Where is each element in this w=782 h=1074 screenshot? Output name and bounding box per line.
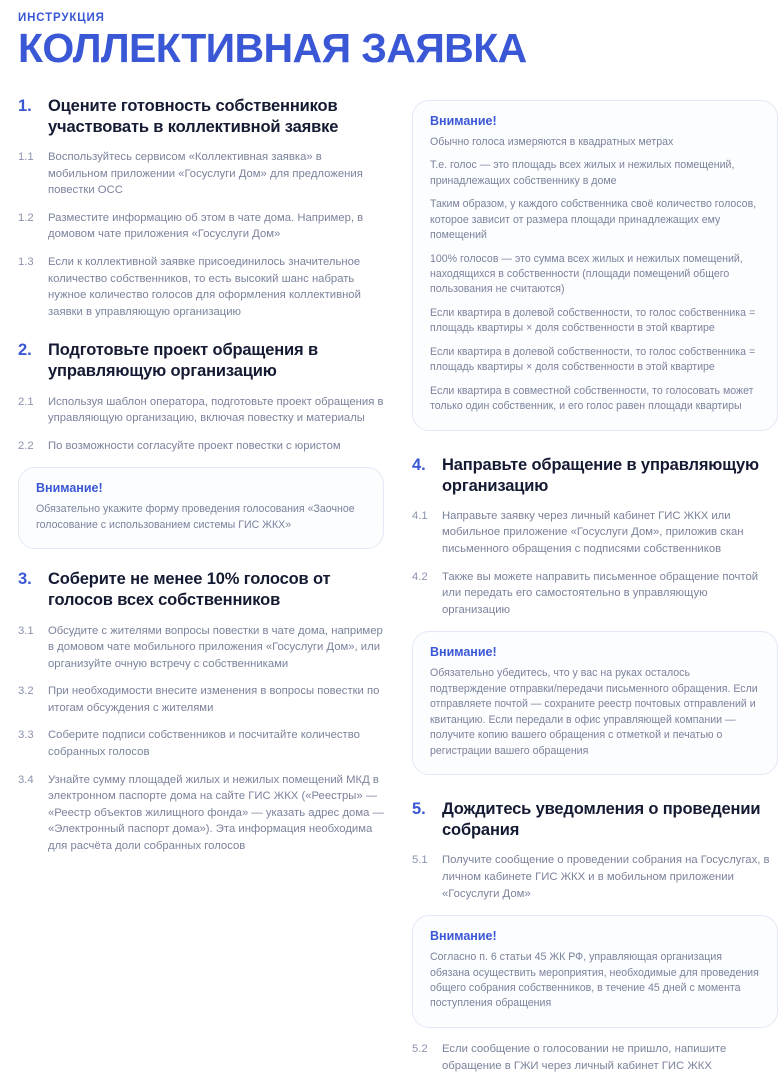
- item-number: 2.2: [18, 439, 34, 452]
- item-number: 1.1: [18, 151, 34, 164]
- section-4-number: 4.: [412, 455, 426, 474]
- item-number: 4.2: [412, 570, 428, 583]
- attention-box-title: Внимание!: [430, 929, 497, 944]
- item-number: 3.4: [18, 773, 34, 786]
- item-text: Обсудите с жителями вопросы повестки в чате дома, например в домовом чате мобильного приложения «Госуслуги Дом», или организуйте очную встречу с собственниками: [48, 624, 383, 670]
- list-item: [18, 149, 384, 199]
- attention-box-paragraph: Если квартира в совместной собственности, то голосовать может только один собственник, и его голос равен площади квартиры: [430, 384, 754, 413]
- list-item: [18, 623, 384, 673]
- section-4-header: [412, 455, 778, 497]
- list-item: [18, 210, 384, 243]
- item-number: 2.1: [18, 395, 34, 408]
- section-1-header: [18, 96, 384, 138]
- list-item: [412, 852, 778, 902]
- item-number: 5.2: [412, 1042, 428, 1055]
- item-text: При необходимости внесите изменения в вопросы повестки по итогам обсуждения с жителями: [48, 685, 380, 714]
- attention-box-paragraph: Таким образом, у каждого собственника своё количество голосов, которое зависит от размера площади принадлежащих ему помещений: [430, 198, 757, 242]
- item-text: Разместите информацию об этом в чате дома. Например, в домовом чате приложения «Госуслуги Дом»: [48, 211, 364, 241]
- eyebrow-label: ИНСТРУКЦИЯ: [18, 12, 105, 24]
- attention-box: [18, 467, 384, 549]
- attention-box-paragraph: Т.е. голос — это площадь всех жилых и нежилых помещений, принадлежащих собственнику в доме: [430, 159, 735, 187]
- list-item: [412, 569, 778, 619]
- section-4-title: Направьте обращение в управляющую организацию: [442, 455, 759, 495]
- section-2-header: [18, 340, 384, 382]
- item-text: По возможности согласуйте проект повестки с юристом: [48, 439, 341, 452]
- item-text: Также вы можете направить письменное обращение почтой или передать его самостоятельно в управляющую организацию: [442, 570, 759, 616]
- list-item: [18, 254, 384, 320]
- section-2-title: Подготовьте проект обращения в управляющую организацию: [48, 341, 318, 381]
- two-column-layout: [18, 96, 770, 1074]
- section-5: [412, 799, 778, 1074]
- section-3-header: [18, 569, 384, 611]
- item-number: 3.1: [18, 624, 34, 637]
- list-item: [18, 394, 384, 427]
- section-5-header: [412, 799, 778, 841]
- attention-box-paragraph: Согласно п. 6 статьи 45 ЖК РФ, управляющая организация обязана осуществить мероприятия, необходимые для проведения общего собрания собственников, в течение 45 дней с момента поступления обращения: [430, 951, 759, 1010]
- item-number: 1.3: [18, 256, 34, 268]
- item-number: 3.3: [18, 729, 34, 742]
- list-item: [412, 508, 778, 558]
- section-1-number: 1.: [18, 96, 32, 115]
- section-4: [412, 455, 778, 776]
- list-item: [18, 727, 384, 760]
- list-item: [18, 683, 384, 716]
- attention-box-title: Внимание!: [430, 113, 497, 128]
- attention-box: [412, 100, 778, 431]
- right-column: [412, 96, 778, 1074]
- item-text: Соберите подписи собственников и посчитайте количество собранных голосов: [48, 729, 360, 759]
- item-text: Получите сообщение о проведении собрания на Госуслугах, в личном кабинете ГИС ЖКХ и в мобильном приложении «Госуслуги Дом»: [442, 854, 770, 900]
- attention-box-paragraph: 100% голосов — это сумма всех жилых и нежилых помещений, находящихся в собственности (площади помещений общего пользования не считаются): [430, 252, 743, 296]
- section-2: [18, 340, 384, 549]
- item-number: 3.2: [18, 685, 34, 698]
- item-text: Воспользуйтесь сервисом «Коллективная заявка» в мобильном приложении «Госуслуги Дом» для предложения повестки ОСС: [48, 151, 363, 197]
- section-5-number: 5.: [412, 800, 426, 819]
- section-2-number: 2.: [18, 341, 32, 360]
- attention-box-paragraph: Если квартира в долевой собственности, то голос собственника = площадь квартиры × доля собственности в этой квартире: [430, 345, 756, 374]
- attention-box-title: Внимание!: [36, 481, 103, 496]
- item-text: Используя шаблон оператора, подготовьте проект обращения в управляющую организацию, включая повестку и материалы: [48, 395, 384, 425]
- section-1-title: Оцените готовность собственников участвовать в коллективной заявке: [48, 96, 339, 136]
- section-3-number: 3.: [18, 570, 32, 589]
- list-item: [18, 772, 384, 855]
- page-title: КОЛЛЕКТИВНАЯ ЗАЯВКА: [18, 25, 527, 71]
- item-number: 4.1: [412, 509, 428, 522]
- list-item: [412, 1041, 778, 1074]
- section-5-title: Дождитесь уведомления о проведении собрания: [442, 800, 761, 840]
- section-3: [18, 569, 384, 854]
- attention-box: [412, 915, 778, 1028]
- section-1: [18, 96, 384, 321]
- attention-box-paragraph: Обязательно убедитесь, что у вас на руках осталось подтверждение отправки/передачи письменного обращения. Если отправляете почтой — сохраните реестр почтовых отправлений и квитанцию. Если передали в офис управляющей компании — получите копию вашего обращения с отметкой и печатью о регистрации вашего обращения: [430, 667, 758, 757]
- attention-box: [412, 631, 778, 775]
- item-number: 5.1: [412, 854, 428, 867]
- item-text: Узнайте сумму площадей жилых и нежилых помещений МКД в электронном паспорте дома на сайте ГИС ЖКХ («Реестры» — «Реестр объектов жилищного фонда» — указать адрес дома — «Электронный паспорт дома»). Эта информация необходима для расчёта доли собранных голосов: [48, 773, 384, 853]
- left-column: [18, 96, 384, 855]
- item-text: Если к коллективной заявке присоединилось значительное количество собственников, то есть высокий шанс набрать нужное количество голосов для оформления коллективной заявки в управляющую организацию: [48, 256, 361, 318]
- list-item: [18, 438, 384, 455]
- section-3-title: Соберите не менее 10% голосов от голосов всех собственников: [48, 570, 331, 610]
- item-text: Если сообщение о голосовании не пришло, напишите обращение в ГЖИ через личный кабинет ГИС ЖКХ: [442, 1042, 727, 1072]
- attention-box-paragraph: Если квартира в долевой собственности, то голос собственника = площадь квартиры × доля собственности в этой квартире: [430, 306, 756, 335]
- item-number: 1.2: [18, 211, 34, 224]
- attention-box-paragraph: Обычно голоса измеряются в квадратных метрах: [430, 135, 674, 148]
- attention-box-paragraph: Обязательно укажите форму проведения голосования «Заочное голосование с использованием системы ГИС ЖКХ»: [36, 503, 355, 531]
- item-text: Направьте заявку через личный кабинет ГИС ЖКХ или мобильное приложение «Госуслуги Дом», приложив скан письменного обращения с подписями собственников: [442, 509, 744, 556]
- attention-box-title: Внимание!: [430, 645, 497, 660]
